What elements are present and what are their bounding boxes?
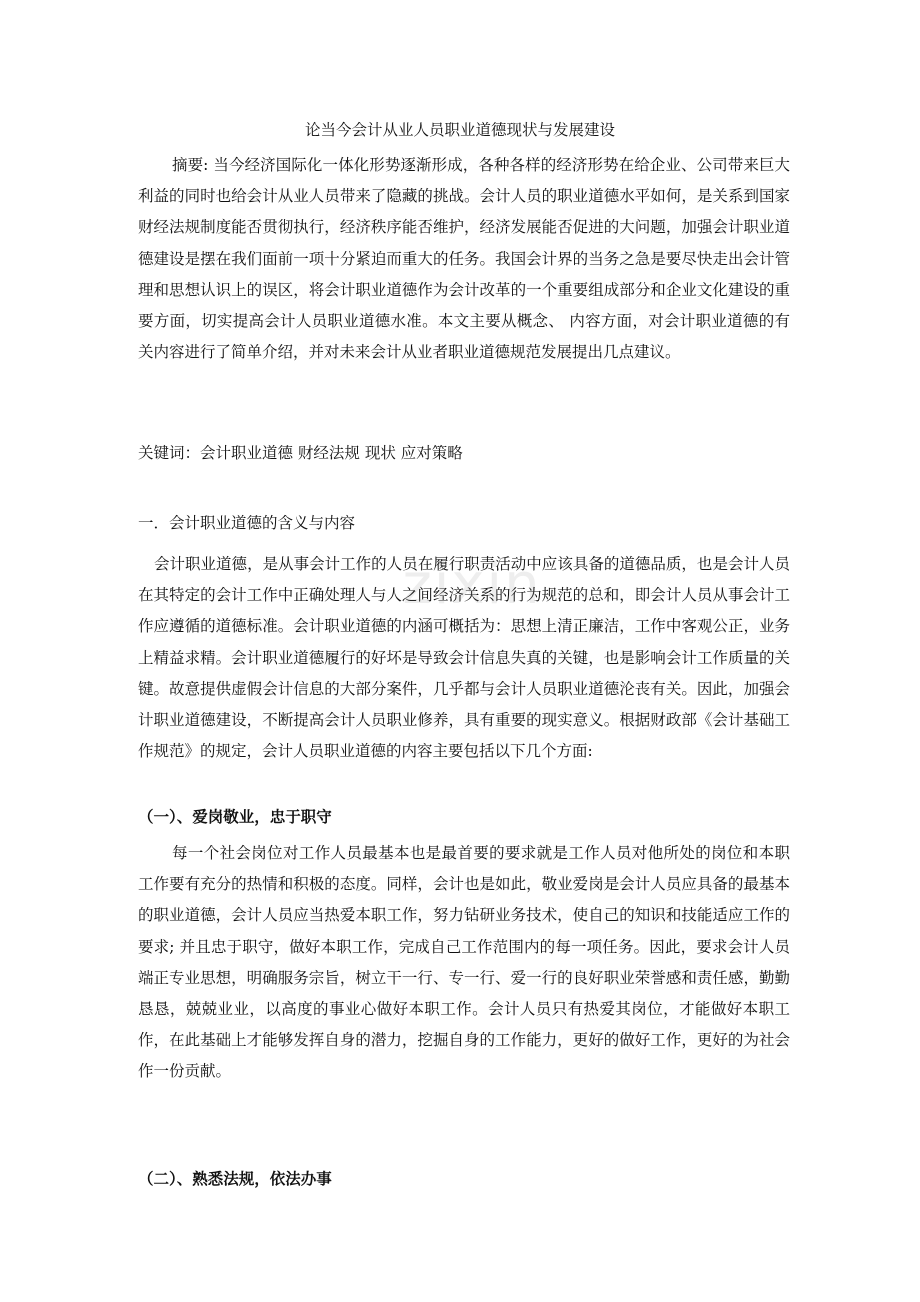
keywords-line: 关键词：会计职业道德 财经法规 现状 应对策略 — [138, 444, 463, 462]
section-heading-1: 一．会计职业道德的含义与内容 — [138, 514, 356, 532]
subsection-1-paragraph: 每一个社会岗位对工作人员最基本也是最首要的要求就是工作人员对他所处的岗位和本职工作要有充分的热情和积极的态度。同样，会计也是如此，敬业爱岗是会计人员应具备的最基本的职业道德，会计人员应当热爱本职工作，努力钻研业务技术，使自己的知识和技能适应工作的要求; 并且忠于职守，做好本职工作，完成自己工作范围内的每一项任务。因此，要求会计人员端正专业思想，明确服务宗旨，树立干一行、专一行、爱一行的良好职业荣誉感和责任感，勤勤恳恳，兢兢业业，以高度的事业心做好本职工作。会计人员只有热爱其岗位，才能做好本职工作，在此基础上才能够发挥自身的潜力，挖掘自身的工作能力，更好的做好工作，更好的为社会作一份贡献。 — [138, 844, 790, 1081]
section-1-paragraph: 会计职业道德，是从事会计工作的人员在履行职责活动中应该具备的道德品质，也是会计人员在其特定的会计工作中正确处理人与人之间经济关系的行为规范的总和，即会计人员从事会计工作应遵循的道德标准。会计职业道德的内涵可概括为：思想上清正廉洁，工作中客观公正，业务上精益求精。会计职业道德履行的好坏是导致会计信息失真的关键，也是影响会计工作质量的关键。故意提供虚假会计信息的大部分案件，几乎都与会计人员职业道德沦丧有关。因此，加强会计职业道德建设，不断提高会计人员职业修养，具有重要的现实意义。根据财政部《会计基础工作规范》的规定，会计人员职业道德的内容主要包括以下几个方面: — [138, 555, 790, 761]
document-title: 论当今会计从业人员职业道德现状与发展建设 — [304, 121, 615, 139]
abstract-paragraph: 摘要: 当今经济国际化一体化形势逐渐形成，各种各样的经济形势在给企业、公司带来巨大利益的同时也给会计从业人员带来了隐藏的挑战。会计人员的职业道德水平如何，是关系到国家财经法规制度能否贯彻执行，经济秩序能否维护，经济发展能否促进的大问题，加强会计职业道德建设是摆在我们面前一项十分紧迫而重大的任务。我国会计界的当务之急是要尽快走出会计管理和思想认识上的误区，将会计职业道德作为会计改革的一个重要组成部分和企业文化建设的重要方面，切实提高会计人员职业道德水准。本文主要从概念、 内容方面，对会计职业道德的有关内容进行了简单介绍，并对未来会计从业者职业道德规范发展提出几点建议。 — [138, 156, 790, 362]
subsection-heading-2: （二）、熟悉法规，依法办事 — [138, 1169, 332, 1188]
subsection-heading-1: （一）、爱岗敬业，忠于职守 — [138, 807, 332, 826]
watermark: zixin — [402, 552, 542, 617]
